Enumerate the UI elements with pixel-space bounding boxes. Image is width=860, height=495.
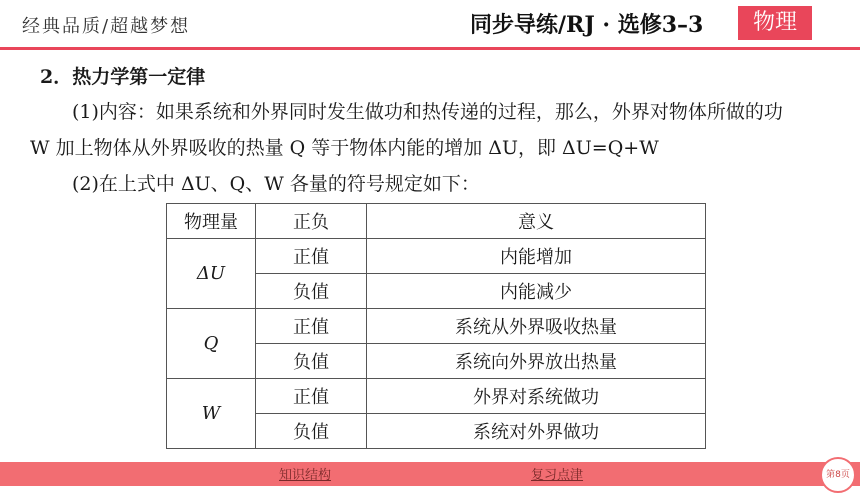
- paragraph-content-line2: W 加上物体从外界吸收的热量 Q 等于物体内能的增加 ΔU，即 ΔU=Q+W: [30, 137, 659, 159]
- meaning-cell: 系统对外界做功: [367, 414, 706, 449]
- quantity-cell: ΔU: [167, 239, 256, 309]
- meaning-cell: 系统从外界吸收热量: [367, 309, 706, 344]
- sign-cell: 负值: [256, 414, 367, 449]
- table-header-cell: 意义: [367, 204, 706, 239]
- table-header-cell: 物理量: [167, 204, 256, 239]
- table-row: [167, 379, 706, 414]
- table-header-cell: 正负: [256, 204, 367, 239]
- review-tips-link[interactable]: 复习点津: [531, 468, 584, 483]
- meaning-cell: 系统向外界放出热量: [367, 344, 706, 379]
- table-row: [167, 239, 706, 274]
- sign-convention-table: [166, 203, 706, 449]
- quantity-cell: W: [167, 379, 256, 449]
- sign-cell: 负值: [256, 344, 367, 379]
- meaning-cell: 内能增加: [367, 239, 706, 274]
- meaning-cell: 外界对系统做功: [367, 379, 706, 414]
- brand-slogan: 经典品质/超越梦想: [22, 16, 191, 37]
- table-header-row: [167, 204, 706, 239]
- footer-bar: [0, 462, 860, 486]
- course-title: 同步导练/RJ · 选修3–3: [470, 12, 704, 38]
- header-divider: [0, 47, 860, 50]
- section-heading: 2．热力学第一定律: [40, 66, 206, 88]
- table-row: [167, 309, 706, 344]
- sign-cell: 负值: [256, 274, 367, 309]
- sign-cell: 正值: [256, 309, 367, 344]
- sign-cell: 正值: [256, 239, 367, 274]
- sign-cell: 正值: [256, 379, 367, 414]
- quantity-cell: Q: [167, 309, 256, 379]
- paragraph-sign-convention: (2)在上式中 ΔU、Q、W 各量的符号规定如下：: [72, 173, 480, 195]
- knowledge-structure-link[interactable]: 知识结构: [279, 468, 332, 483]
- paragraph-content-line1: (1)内容：如果系统和外界同时发生做功和热传递的过程，那么，外界对物体所做的功: [72, 101, 783, 123]
- subject-badge: 物理: [738, 6, 812, 40]
- page-number-badge[interactable]: 第8页: [820, 457, 856, 493]
- slide-header: [0, 0, 860, 48]
- meaning-cell: 内能减少: [367, 274, 706, 309]
